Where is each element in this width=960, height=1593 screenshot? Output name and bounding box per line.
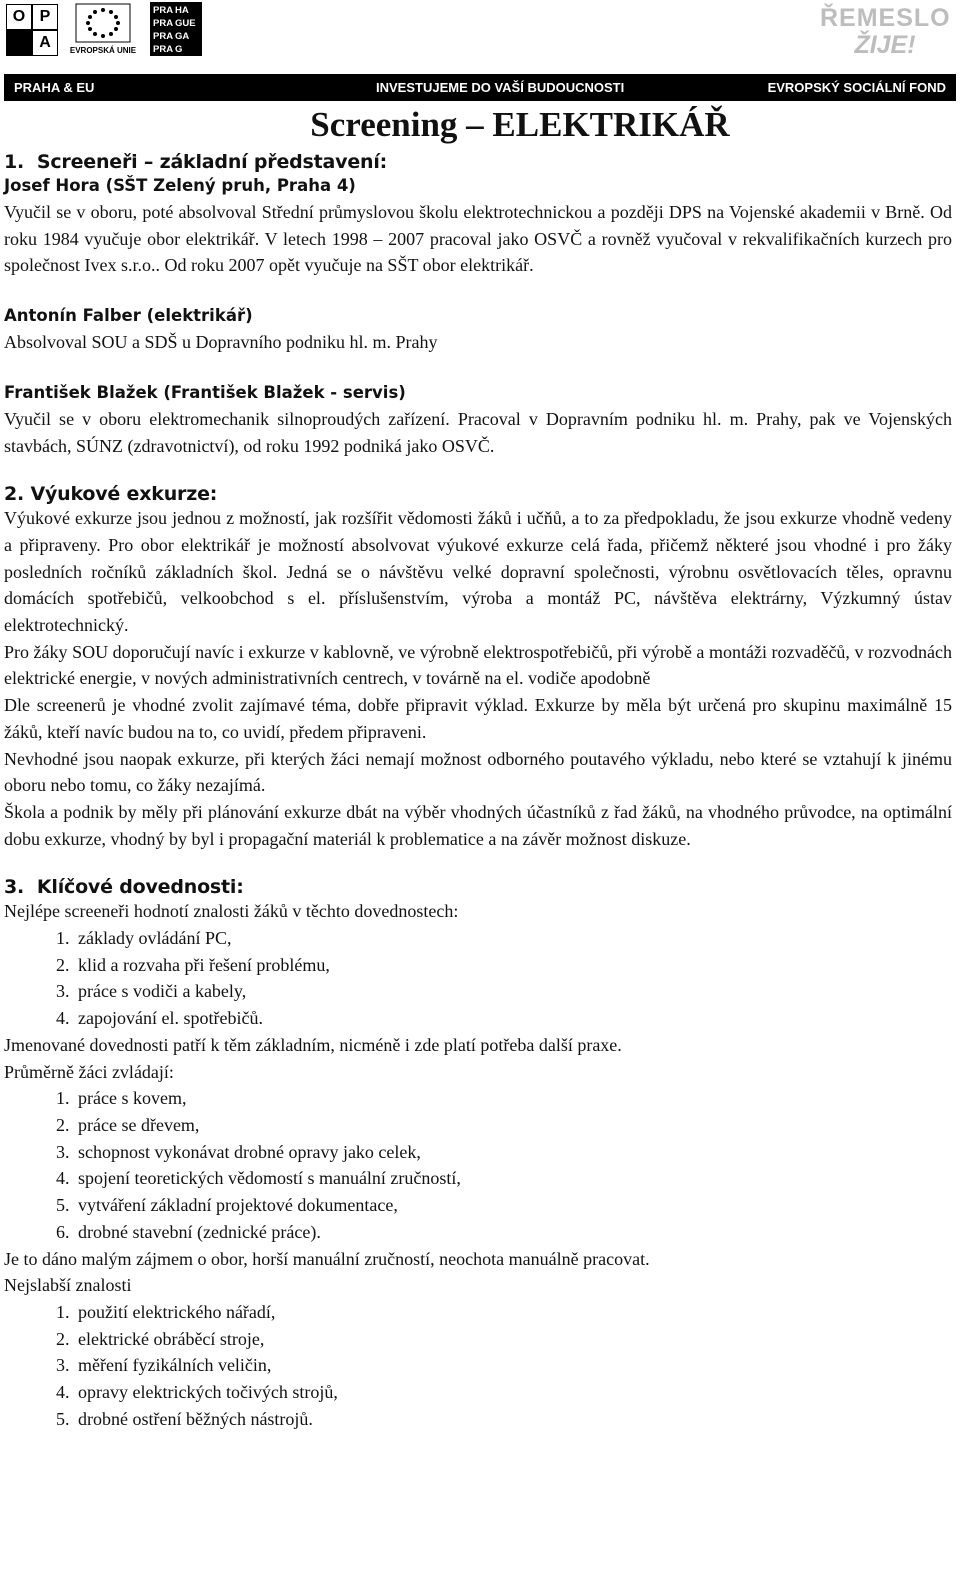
section1-heading: 1. Screeneři – základní představení:: [4, 151, 388, 173]
eu-logo: [68, 2, 138, 58]
list-item: 3. měření fyzikálních veličin,: [74, 1352, 952, 1379]
list-item: 2. práce se dřevem,: [74, 1112, 952, 1139]
remeslo-logo: [820, 4, 950, 62]
praha-cell: PRA: [153, 5, 174, 16]
list-item: 1. základy ovládání PC,: [74, 925, 952, 952]
bar-right-text: EVROPSKÝ SOCIÁLNÍ FOND: [767, 80, 946, 95]
oppa-logo: [6, 4, 58, 56]
list-item: 2. klid a rozvaha při řešení problému,: [74, 952, 952, 979]
praha-cell: PRA: [153, 44, 174, 55]
list-item: 4. zapojování el. spotřebičů.: [74, 1005, 952, 1032]
list-item: 2. elektrické obráběcí stroje,: [74, 1326, 952, 1353]
list-item: 1. použití elektrického nářadí,: [74, 1299, 952, 1326]
section2-heading: 2. Výukové exkurze:: [4, 483, 218, 506]
skills-intro: Nejlépe screeneři hodnotí znalosti žáků v těchto dovednostech:: [4, 901, 459, 922]
weakest-intro: Nejslabší znalosti: [4, 1275, 132, 1296]
list-item: 3. práce s vodiči a kabely,: [74, 978, 952, 1005]
bar-center-text: INVESTUJEME DO VAŠÍ BUDOUCNOSTI: [376, 80, 625, 95]
section2-paragraph: Výukové exkurze jsou jednou z možností, jak rozšířit vědomosti žáků i učňů, a to za předpokladu, že jsou exkurze vhodně vedeny a připraveny. Pro obor elektrikář je možností absolvovat výukové exkurze celá řada, přičemž některé jsou vhodné i pro žáky posledních ročníků základních škol. Jedná se o návštěvu velké dopravní společnosti, výrobnu osvětlovacích těles, opravnu domácích spotřebičů, velkoobchod s el. příslušenstvím, výroba a montáž PC, návštěva elektrárny, Výzkumný ústav elektrotechnický.: [4, 508, 952, 636]
skills-note: Jmenované dovednosti patří k těm základním, nicméně i zde platí potřeba další praxe.: [4, 1034, 622, 1055]
page-header: [0, 0, 960, 100]
eu-stars-icon: [68, 2, 138, 46]
section2-paragraph: Nevhodné jsou naopak exkurze, při kterých žáci nemají možnost odborného poutavého výkladu, nebo které se vztahují k jinému oboru nebo tomu, co žáky nezajímá.: [4, 748, 952, 796]
bar-left-text: PRAHA & EU: [14, 80, 95, 95]
section3-heading: 3. Klíčové dovednosti:: [4, 876, 244, 899]
praha-cell: GA: [175, 31, 190, 42]
screener3-text: Vyučil se v oboru elektromechanik silnoproudých zařízení. Pracoval v Dopravním podniku hl. m. Prahy, pak ve Vojenských stavbách, SÚNZ (zdravotnictví), od roku 1992 podniká jako OSVČ.: [4, 408, 952, 456]
document-body: [4, 105, 952, 1432]
list-item: 5. drobné ostření běžných nástrojů.: [74, 1406, 952, 1433]
page-title: Screening – ELEKTRIKÁŘ: [310, 105, 730, 144]
weakest-skills-list: [4, 1299, 952, 1433]
oppa-letter-a: A: [32, 30, 58, 56]
praha-cell: GUE: [175, 18, 196, 29]
oppa-black-block: [6, 30, 32, 56]
remeslo-line1: ŘEMESLO: [820, 4, 951, 32]
oppa-letter-o: O: [6, 4, 32, 30]
list-item: 4. spojení teoretických vědomostí s manuální zručností,: [74, 1165, 952, 1192]
praha-cell: G: [175, 44, 183, 55]
screener3-name: František Blažek (František Blažek - servis): [4, 382, 406, 402]
list-item: 6. drobné stavební (zednické práce).: [74, 1219, 952, 1246]
praha-cell: PRA: [153, 31, 174, 42]
best-skills-list: [4, 925, 952, 1032]
screener1-name: Josef Hora (SŠT Zelený pruh, Praha 4): [4, 176, 356, 195]
section2-paragraph: Škola a podnik by měly při plánování exkurze dbát na výběr vhodných účastníků z řad žáků, na vhodného průvodce, na optimální dobu exkurze, vhodný by byl i propagační materiál k problematice a na závěr možnost diskuze.: [4, 801, 952, 849]
oppa-letter-p1: P: [32, 4, 58, 30]
average-intro: Průměrně žáci zvládají:: [4, 1061, 174, 1082]
eu-label: EVROPSKÁ UNIE: [69, 46, 137, 55]
list-item: 3. schopnost vykonávat drobné opravy jako celek,: [74, 1139, 952, 1166]
screener1-text: Vyučil se v oboru, poté absolvoval Střední průmyslovou školu elektrotechnickou a později DPS na Vojenské akademii v Brně. Od roku 1984 vyučuje obor elektrikář. V letech 1998 – 2007 pracoval jako OSVČ a rovněž vyučoval v rekvalifikačních kurzech pro společnost Ivex s.r.o.. Od roku 2007 opět vyučuje na SŠT obor elektrikář.: [4, 202, 952, 276]
average-note: Je to dáno malým zájmem o obor, horší manuální zručností, neochota manuálně pracovat.: [4, 1248, 650, 1269]
remeslo-line2: ŽIJE!: [854, 31, 916, 59]
screener2-name: Antonín Falber (elektrikář): [4, 306, 253, 326]
praha-logo: [150, 2, 202, 56]
average-skills-list: [4, 1085, 952, 1245]
list-item: 4. opravy elektrických točivých strojů,: [74, 1379, 952, 1406]
praha-cell: HA: [175, 5, 189, 16]
list-item: 5. vytváření základní projektové dokumentace,: [74, 1192, 952, 1219]
list-item: 1. práce s kovem,: [74, 1085, 952, 1112]
screener2-text: Absolvoval SOU a SDŠ u Dopravního podniku hl. m. Prahy: [4, 332, 438, 353]
section2-paragraph: Pro žáky SOU doporučují navíc i exkurze v kablovně, ve výrobně elektrospotřebičů, při výrobě a montáži rozvaděčů, v rozvodnách elektrické energie, v nových administrativních centrech, v továrně na el. vodiče apodobně: [4, 641, 952, 689]
praha-cell: PRA: [153, 18, 174, 29]
header-bar: [4, 74, 956, 101]
section2-paragraph: Dle screenerů je vhodné zvolit zajímavé téma, dobře připravit výklad. Exkurze by měla být určená pro skupinu maximálně 15 žáků, kteří navíc budou na to, co uvidí, předem připraveni.: [4, 695, 952, 742]
